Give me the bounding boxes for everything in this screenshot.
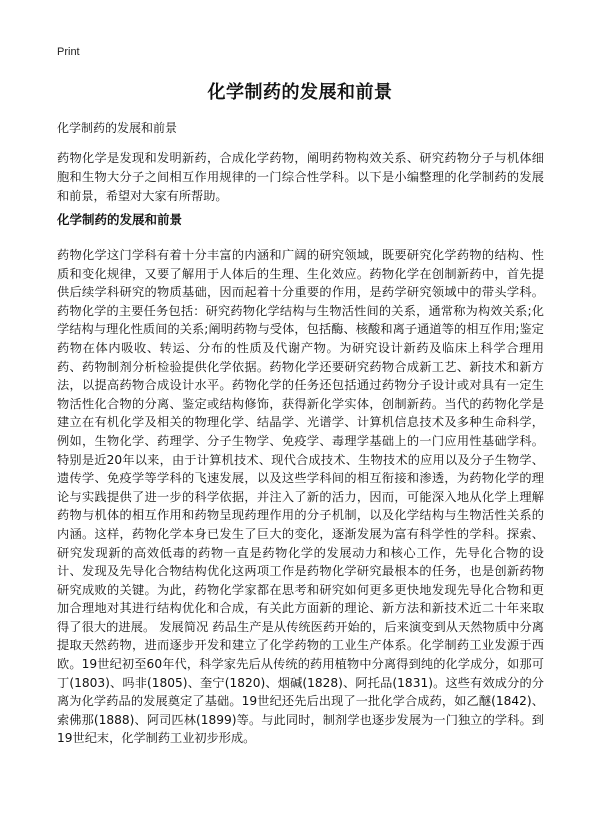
document-subtitle: 化学制药的发展和前景: [57, 121, 178, 135]
document-title: 化学制药的发展和前景: [207, 82, 393, 103]
intro-paragraph: 药物化学是发现和发明新药，合成化学药物，阐明药物构效关系、研究药物分子与机体细胞和生物大分子之间相互作用规律的一门综合性学科。以下是小编整理的化学制药的发展和前景，希望对大家有所帮助。: [57, 151, 544, 203]
body-paragraph: 药物化学这门学科有着十分丰富的内涵和广阔的研究领域，既要研究化学药物的结构、性质和变化规律，又要了解用于人体后的生理、生化效应。药物化学在创制新药中，首先提供后续学科研究的物质基础，因而起着十分重要的作用，是药学研究领域中的带头学科。药物化学的主要任务包括：研究药物化学结构与生物活性间的关系，通常称为构效关系;化学结构与理化性质间的关系;阐明药物与受体，包括酶、核酸和离子通道等的相互作用;鉴定药物在体内吸收、转运、分布的性质及代谢产物。为研究设计新药及临床上科学合理用药、药物制剂分析检验提供化学依据。药物化学还要研究药物合成新工艺、新技术和新方法，以提高药物合成设计水平。药物化学的任务还包括通过药物分子设计或对具有一定生物活性化合物的分离、鉴定或结构修饰，获得新化学实体，创制新药。当代的药物化学是建立在有机化学及相关的物理化学、结晶学、光谱学、计算机信息技术及多种生命科学，例如，生物化学、药理学、分子生物学、免疫学、毒理学基础上的一门应用性基础学科。特别是近20年以来，由于计算机技术、现代合成技术、生物技术的应用以及分子生物学、遗传学、免疫学等学科的飞速发展，以及这些学科间的相互衔接和渗透，为药物化学的理论与实践提供了进一步的科学依据，并注入了新的活力，因而，可能深入地从化学上理解药物与机体的相互作用和药物呈现药理作用的分子机制，以及化学结构与生物活性关系的内涵。这样，药物化学本身已发生了巨大的变化，逐渐发展为富有科学性的学科。探索、研究发现新的高效低毒的药物一直是药物化学的发展动力和核心工作，先导化合物的设计、发现及先导化合物结构优化这两项工作是药物化学研究最根本的任务，也是创新药物研究成败的关键。为此，药物化学家都在思考和研究如何更多更快地发现先导化合物和更加合理地对其进行结构优化和合成，有关此方面新的理论、新方法和新技术近二十年来取得了很大的进展。 发展简况 药品生产是从传统医药开始的，后来演变到从天然物质中分离提取天然药物，进而逐步开发和建立了化学药物的工业生产体系。化学制药工业发源于西欧。19世纪初至60年代，科学家先后从传统的药用植物中分离得到纯的化学成分，如那可丁(1803)、吗非(1805)、奎宁(1820)、烟碱(1828)、阿托品(1831)。这些有效成分的分离为化学药品的发展奠定了基础。19世纪还先后出现了一批化学合成药，如乙醚(1842)、索佛那(1888)、阿司匹林(1899)等。与此同时，制剂学也逐步发展为一门独立的学科。到19世纪末，化学制药工业初步形成。: [57, 248, 544, 746]
print-link[interactable]: Print: [57, 46, 80, 58]
section-heading: 化学制药的发展和前景: [57, 212, 183, 227]
